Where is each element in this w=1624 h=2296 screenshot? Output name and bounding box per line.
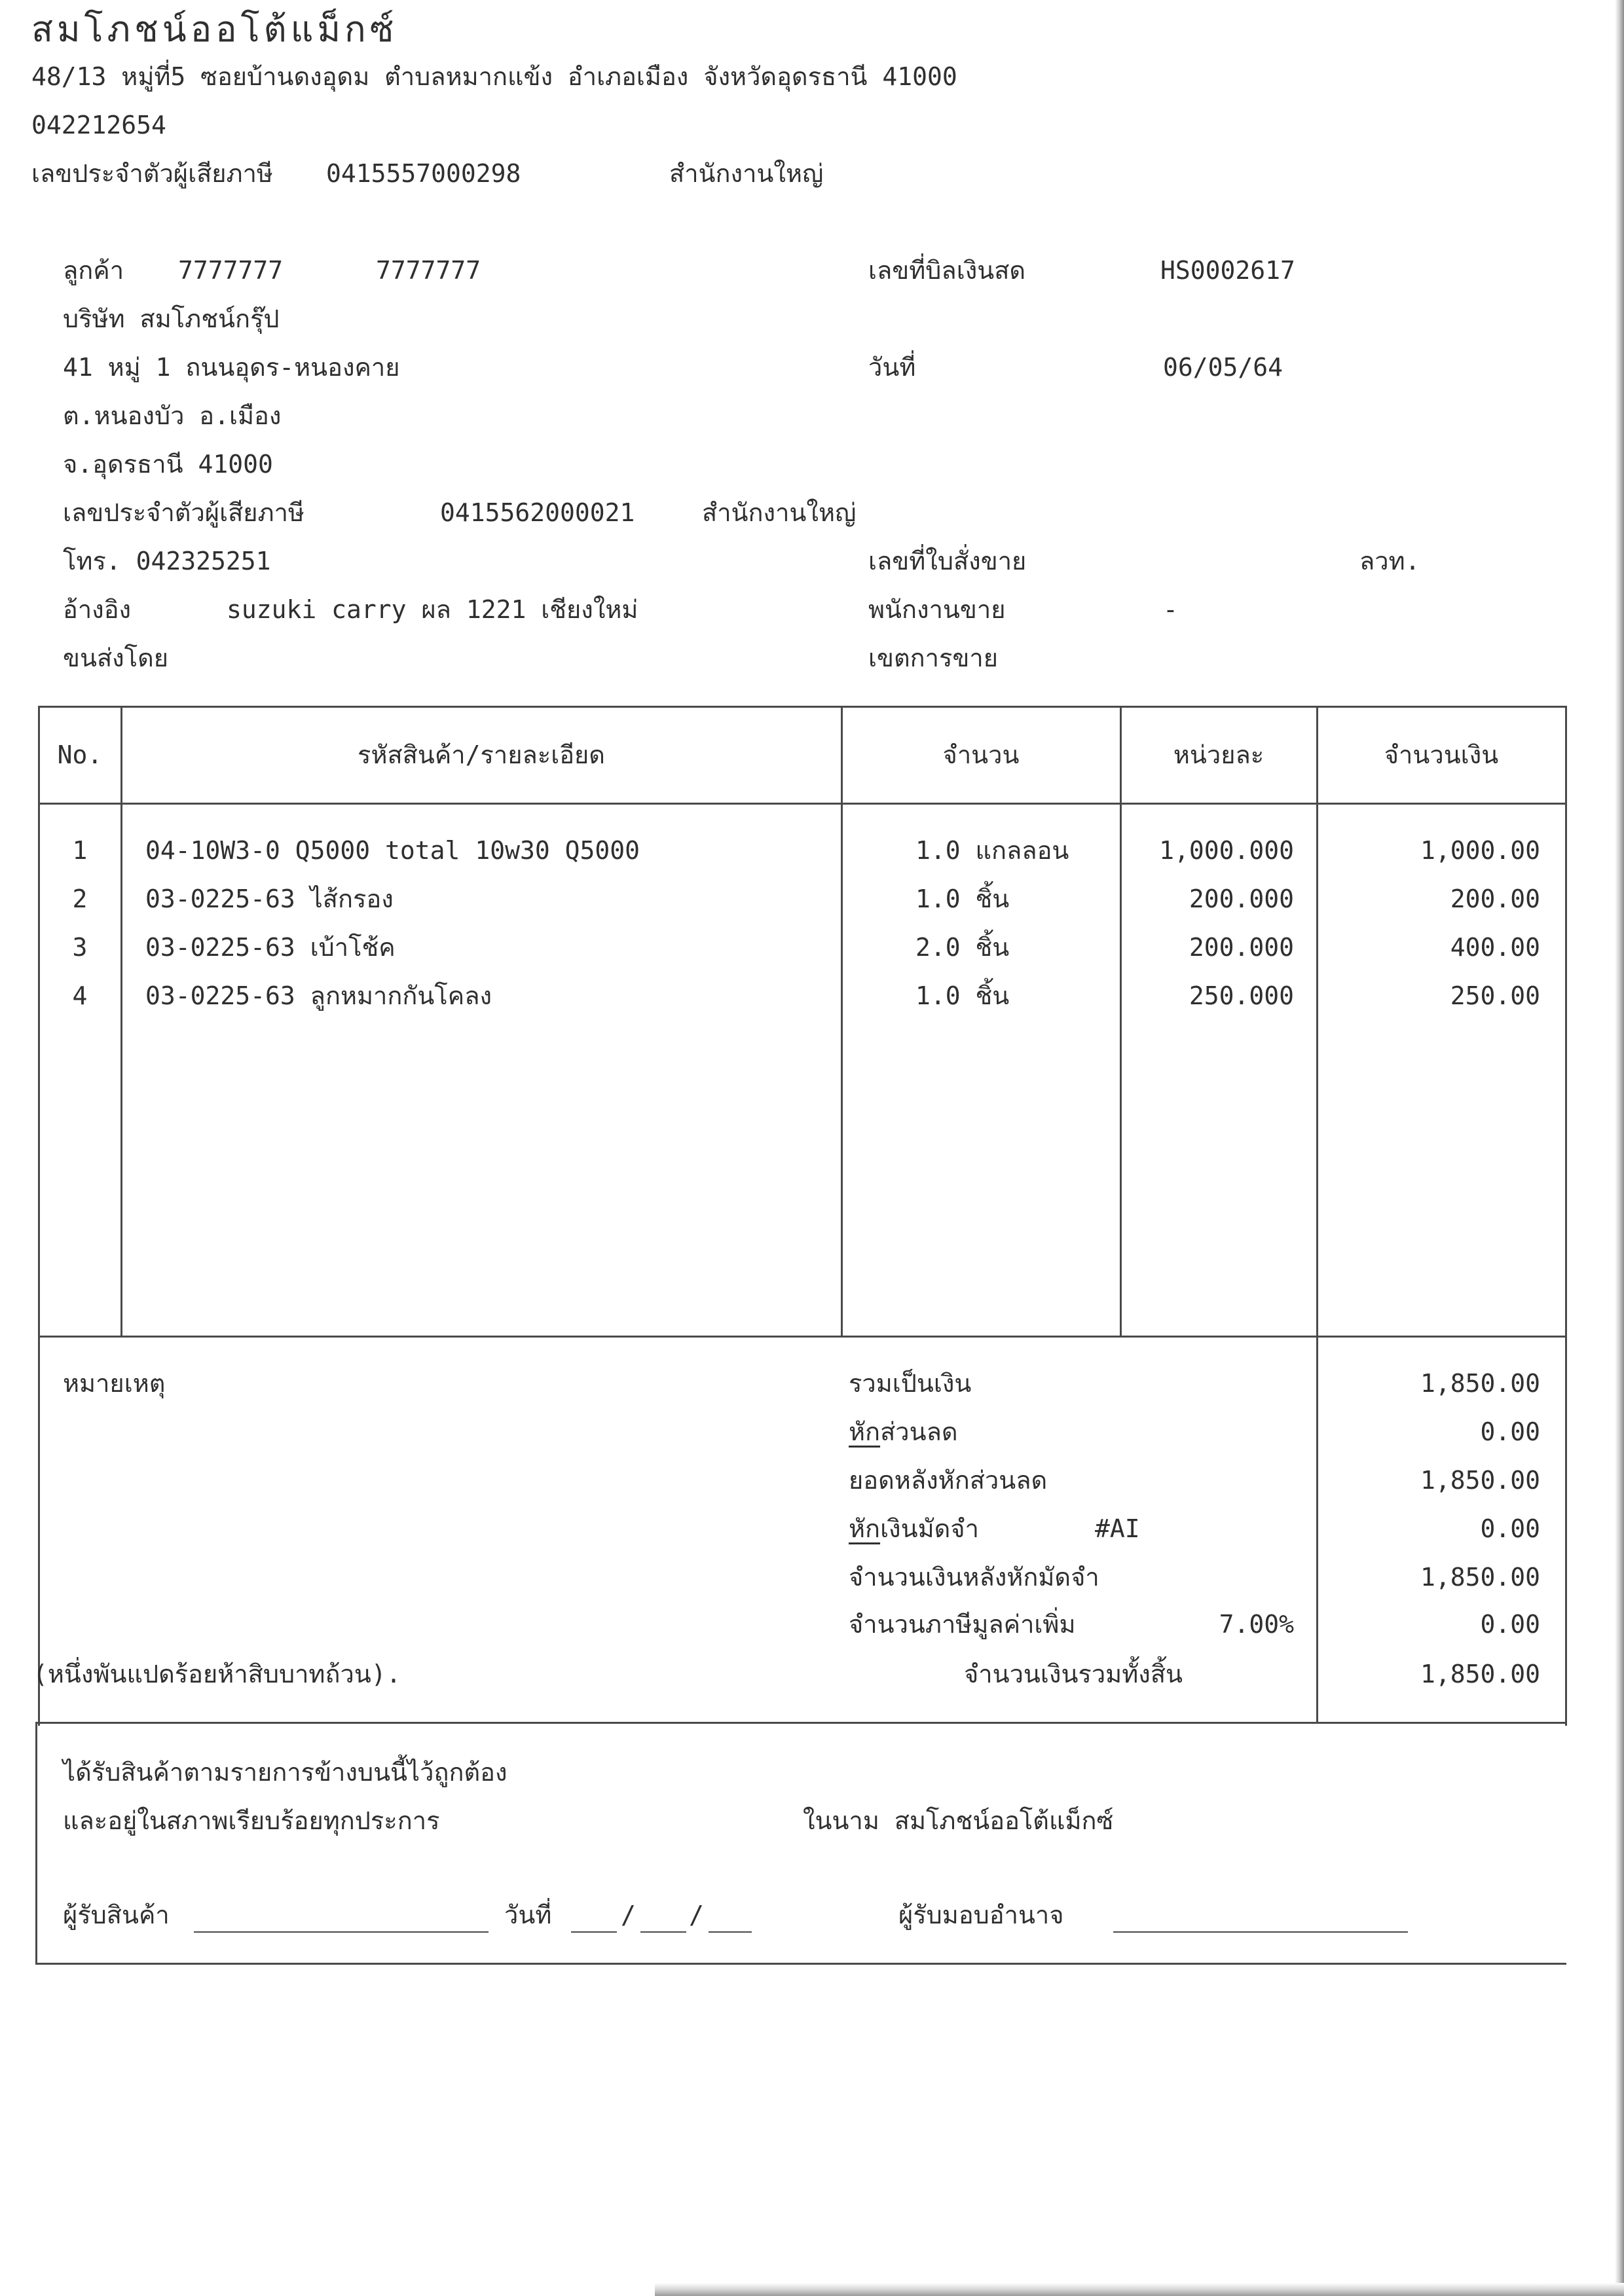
row-quantity: 1.0 ชิ้น [915, 981, 1010, 1010]
amount-in-words: (หนึ่งพันแปดร้อยห้าสิบบาทถ้วน). [33, 1660, 401, 1688]
after-discount-value: 1,850.00 [1420, 1466, 1540, 1495]
row-amount: 200.00 [1450, 884, 1540, 913]
date-year-line [709, 1931, 752, 1933]
row-quantity: 2.0 ชิ้น [915, 933, 1010, 962]
row-quantity: 1.0 ชิ้น [915, 884, 1010, 913]
row-amount: 400.00 [1450, 933, 1540, 962]
company-name: สมโภชน์ออโต้แม็กซ์ [31, 9, 398, 50]
discount-label [849, 1419, 958, 1444]
grand-total-value: 1,850.00 [1420, 1660, 1540, 1688]
receive-date-label: วันที่ [504, 1901, 552, 1929]
deposit-label-prefix: หัก [849, 1514, 881, 1543]
vat-rate: 7.00% [1219, 1610, 1294, 1639]
after-discount-label: ยอดหลังหักส่วนลด [849, 1466, 1048, 1495]
row-quantity: 1.0 แกลลอน [915, 836, 1069, 865]
after-deposit-value: 1,850.00 [1420, 1563, 1540, 1592]
customer-phone: โทร. 042325251 [63, 547, 271, 575]
scan-bottom-shadow [655, 2283, 1624, 2296]
bill-number-label: เลขที่บิลเงินสด [868, 256, 1026, 285]
vat-label: จำนวนภาษีมูลค่าเพิ่ม [849, 1610, 1076, 1639]
deposit-label [849, 1516, 979, 1541]
customer-company: บริษัท สมโภชน์กรุ๊ป [63, 304, 280, 333]
date-month-line [640, 1931, 686, 1933]
discount-label-text: ส่วนลด [880, 1417, 958, 1446]
row-no: 4 [72, 981, 88, 1010]
bill-date-label: วันที่ [868, 353, 916, 382]
customer-label: ลูกค้า [63, 256, 124, 285]
vat-value: 0.00 [1480, 1610, 1540, 1639]
received-statement-1: ได้รับสินค้าตามรายการข้างบนนี้ไว้ถูกต้อง [63, 1758, 507, 1787]
deposit-value: 0.00 [1480, 1514, 1540, 1543]
row-no: 3 [72, 933, 88, 962]
header-amount: จำนวนเงิน [1384, 740, 1499, 769]
customer-address-2: ต.หนองบัว อ.เมือง [63, 401, 282, 430]
row-unit-price: 200.000 [1189, 933, 1294, 962]
header-quantity: จำนวน [942, 740, 1020, 769]
subtotal-value: 1,850.00 [1420, 1369, 1540, 1398]
company-tax-id-label: เลขประจำตัวผู้เสียภาษี [31, 159, 273, 188]
salesperson-value: - [1163, 595, 1178, 624]
customer-address-1: 41 หมู่ 1 ถนนอุดร-หนองคาย [63, 353, 400, 382]
row-description: 03-0225-63 เบ้าโช้ค [145, 933, 396, 962]
customer-code-2: 7777777 [376, 256, 481, 285]
row-amount: 250.00 [1450, 981, 1540, 1010]
row-unit-price: 200.000 [1189, 884, 1294, 913]
row-no: 2 [72, 884, 88, 913]
deposit-label-text: เงินมัดจำ [880, 1514, 979, 1543]
company-address: 48/13 หมู่ที่5 ซอยบ้านดงอุดม ตำบลหมากแข้ง อำเภอเมือง จังหวัดอุดรธานี 41000 [31, 62, 957, 91]
row-description: 04-10W3-0 Q5000 total 10w30 Q5000 [145, 836, 640, 865]
receiver-label: ผู้รับสินค้า [63, 1901, 170, 1929]
subtotal-label: รวมเป็นเงิน [849, 1369, 972, 1398]
bill-number: HS0002617 [1160, 256, 1295, 285]
after-deposit-label: จำนวนเงินหลังหักมัดจำ [849, 1563, 1099, 1592]
bill-date: 06/05/64 [1163, 353, 1283, 382]
discount-label-prefix: หัก [849, 1417, 881, 1446]
salesperson-label: พนักงานขาย [868, 595, 1006, 624]
shipping-label: ขนส่งโดย [63, 644, 169, 672]
on-behalf-of: ในนาม สมโภชน์ออโต้แม็กซ์ [803, 1806, 1114, 1835]
row-amount: 1,000.00 [1420, 836, 1540, 865]
authorized-signature-line [1113, 1931, 1408, 1933]
grand-total-label: จำนวนเงินรวมทั้งสิ้น [964, 1660, 1183, 1688]
scan-edge-shadow [1615, 0, 1624, 2296]
row-unit-price: 250.000 [1189, 981, 1294, 1010]
sales-order-value: ลวท. [1359, 547, 1420, 575]
customer-address-3: จ.อุดรธานี 41000 [63, 450, 273, 479]
sales-order-label: เลขที่ใบสั่งขาย [868, 547, 1027, 575]
reference-value: suzuki carry ผล 1221 เชียงใหม่ [227, 595, 638, 624]
row-no: 1 [72, 836, 88, 865]
header-no: No. [57, 740, 103, 769]
date-day-line [571, 1931, 617, 1933]
company-branch: สำนักงานใหญ่ [669, 159, 824, 188]
header-unit-price: หน่วยละ [1173, 740, 1264, 769]
row-description: 03-0225-63 ไส้กรอง [145, 884, 394, 913]
authorized-label: ผู้รับมอบอำนาจ [898, 1901, 1064, 1929]
company-phone: 042212654 [31, 111, 166, 139]
date-slash-2: / [689, 1901, 704, 1929]
row-description: 03-0225-63 ลูกหมากกันโคลง [145, 981, 492, 1010]
customer-tax-id: 0415562000021 [440, 498, 635, 527]
received-statement-2: และอยู่ในสภาพเรียบร้อยทุกประการ [63, 1806, 440, 1835]
receiver-signature-line [194, 1931, 489, 1933]
reference-label: อ้างอิง [63, 595, 132, 624]
company-tax-id: 0415557000298 [326, 159, 521, 188]
sales-area-label: เขตการขาย [868, 644, 998, 672]
discount-value: 0.00 [1480, 1417, 1540, 1446]
customer-branch: สำนักงานใหญ่ [702, 498, 857, 527]
deposit-code: #AI [1095, 1514, 1140, 1543]
remark-label: หมายเหตุ [63, 1369, 166, 1398]
date-slash-1: / [621, 1901, 636, 1929]
customer-tax-id-label: เลขประจำตัวผู้เสียภาษี [63, 498, 304, 527]
header-description: รหัสสินค้า/รายละเอียด [358, 740, 605, 769]
customer-code: 7777777 [178, 256, 284, 285]
row-unit-price: 1,000.000 [1159, 836, 1294, 865]
